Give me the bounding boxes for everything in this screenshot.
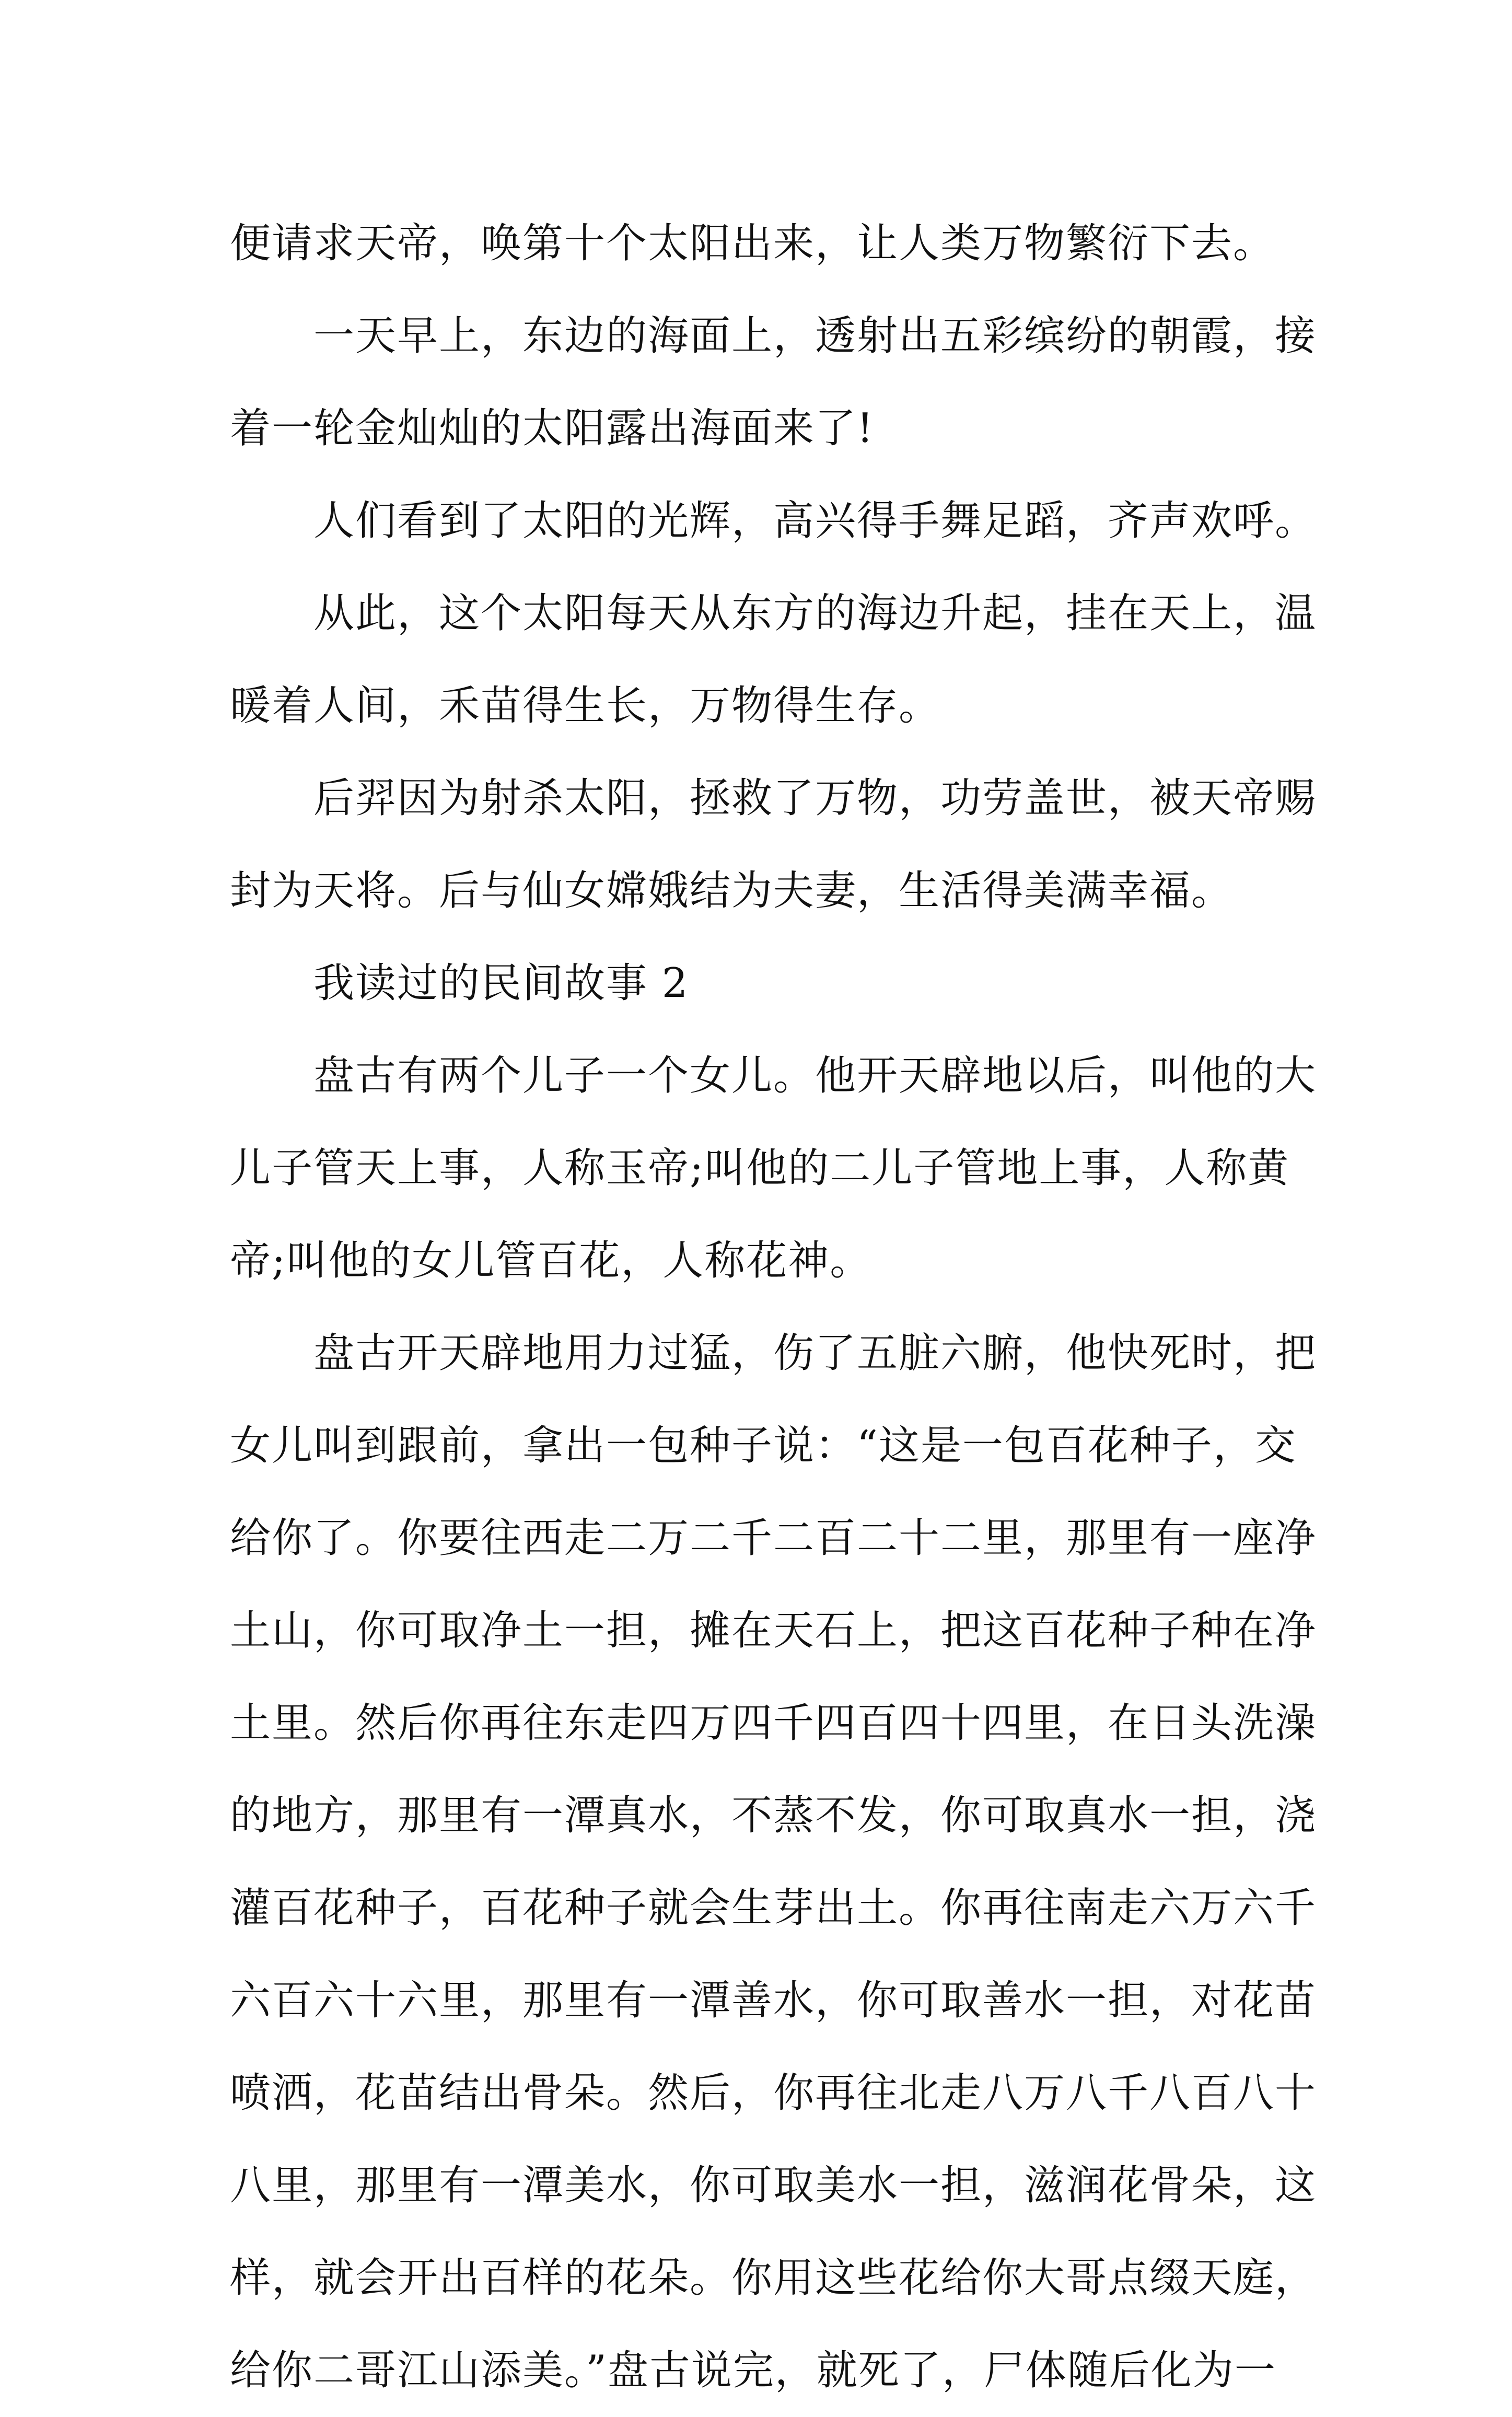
text-line: 给你二哥江山添美。”盘古说完，就死了，尸体随后化为一 [230,2347,1276,2394]
text-line: 着一轮金灿灿的太阳露出海面来了! [230,405,875,452]
text-line: 六百六十六里，那里有一潭善水，你可取善水一担，对花苗 [230,1977,1317,2024]
text-line: 的地方，那里有一潭真水，不蒸不发，你可取真水一担，浇 [230,1792,1317,1839]
text-line: 从此，这个太阳每天从东方的海边升起，挂在天上，温 [313,590,1317,637]
body-text [230,197,1317,2417]
text-line: 土山，你可取净土一担，摊在天石上，把这百花种子种在净 [230,1607,1317,1654]
text-line: 八里，那里有一潭美水，你可取美水一担，滋润花骨朵，这 [230,2162,1317,2209]
text-line: 后羿因为射杀太阳，拯救了万物，功劳盖世，被天帝赐 [313,775,1317,822]
text-line: 帝;叫他的女儿管百花，人称花神。 [230,1237,872,1284]
text-line: 封为天将。后与仙女嫦娥结为夫妻，生活得美满幸福。 [230,867,1234,914]
text-line: 盘古开天辟地用力过猛，伤了五脏六腑，他快死时，把 [313,1330,1317,1377]
text-line: 便请求天帝，唤第十个太阳出来，让人类万物繁衍下去。 [230,220,1275,267]
text-line: 女儿叫到跟前，拿出一包种子说：“这是一包百花种子，交 [230,1422,1297,1469]
text-line: 土里。然后你再往东走四万四千四百四十四里，在日头洗澡 [230,1700,1317,1747]
text-line: 人们看到了太阳的光辉，高兴得手舞足蹈，齐声欢呼。 [313,497,1317,544]
text-line: 样，就会开出百样的花朵。你用这些花给你大哥点缀天庭， [230,2255,1317,2302]
text-line: 盘古有两个儿子一个女儿。他开天辟地以后，叫他的大 [313,1052,1317,1099]
text-line: 我读过的民间故事 2 [313,960,689,1007]
text-line: 一天早上，东边的海面上，透射出五彩缤纷的朝霞，接 [313,312,1317,359]
text-line: 儿子管天上事，人称玉帝;叫他的二儿子管地上事，人称黄 [230,1145,1290,1192]
text-line: 灌百花种子，百花种子就会生芽出土。你再往南走六万六千 [230,1885,1317,1932]
text-line: 暖着人间，禾苗得生长，万物得生存。 [230,682,941,729]
text-line: 喷洒，花苗结出骨朵。然后，你再往北走八万八千八百八十 [230,2070,1317,2117]
text-line: 给你了。你要往西走二万二千二百二十二里，那里有一座净 [230,1515,1317,1562]
